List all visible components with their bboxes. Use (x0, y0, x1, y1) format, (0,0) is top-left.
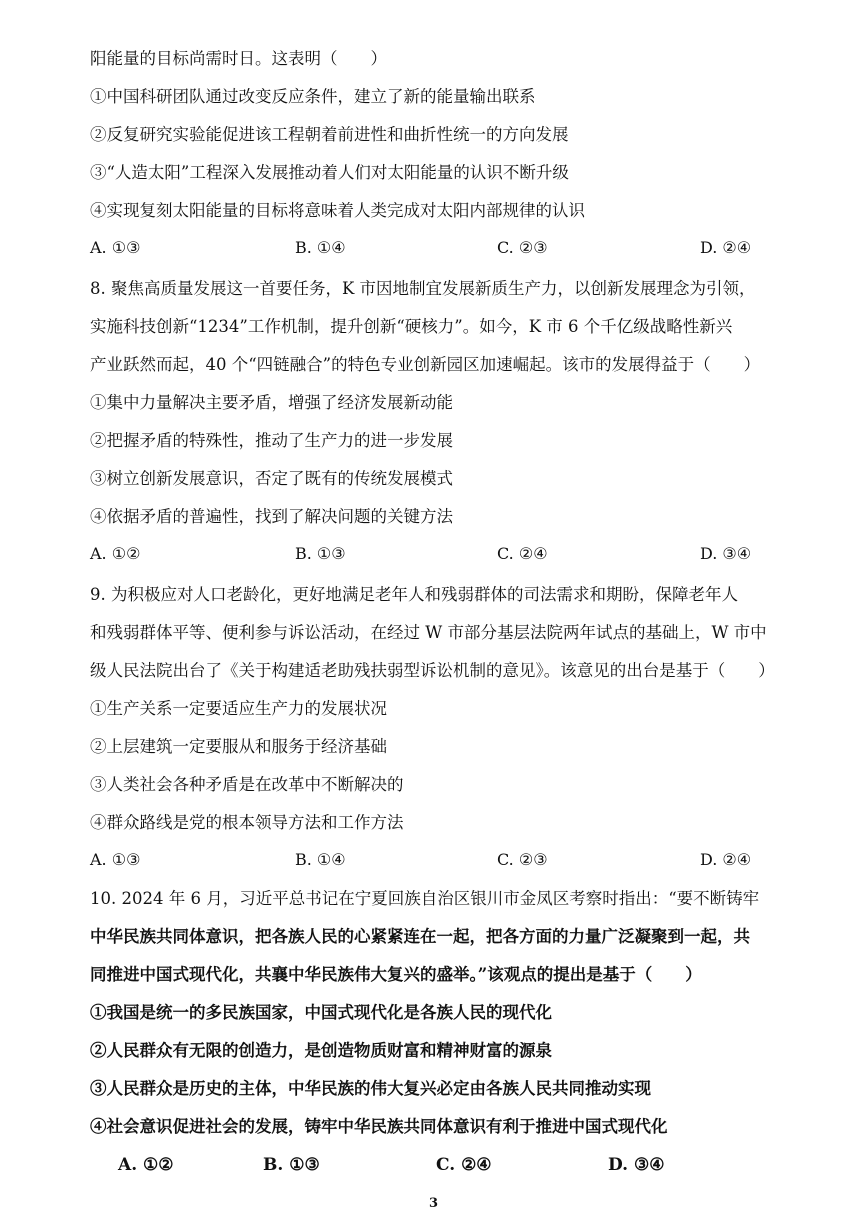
q9-stem-line-2: 和残弱群体平等、便利参与诉讼活动，在经过 W 市部分基层法院两年试点的基础上，W 市中 (90, 623, 767, 642)
q9-option-c: C. ②③ (497, 850, 548, 869)
q9-option-b: B. ①④ (295, 850, 346, 869)
q8-options (90, 544, 790, 568)
q9-item-2: ②上层建筑一定要服从和服务于经济基础 (90, 737, 387, 756)
q9-item-4: ④群众路线是党的根本领导方法和工作方法 (90, 813, 404, 832)
q10-item-1: ①我国是统一的多民族国家，中国式现代化是各族人民的现代化 (90, 1003, 552, 1022)
q7-option-c: C. ②③ (497, 238, 548, 257)
q8-item-1: ①集中力量解决主要矛盾，增强了经济发展新动能 (90, 393, 453, 412)
q8-stem-line-3: 产业跃然而起，40 个“四链融合”的特色专业创新园区加速崛起。该市的发展得益于（ ） (90, 355, 761, 374)
q10-options (118, 1155, 818, 1179)
q7-stem-line: 阳能量的目标尚需时日。这表明（ ） (90, 49, 387, 68)
q7-item-1: ①中国科研团队通过改变反应条件，建立了新的能量输出联系 (90, 87, 536, 106)
q8-stem-line-1: 8. 聚焦高质量发展这一首要任务，K 市因地制宜发展新质生产力，以创新发展理念为引领， (90, 279, 756, 298)
q7-option-d: D. ②④ (700, 238, 752, 257)
q9-stem-line-1: 9. 为积极应对人口老龄化，更好地满足老年人和残弱群体的司法需求和期盼，保障老年人 (90, 585, 738, 604)
q9-item-1: ①生产关系一定要适应生产力的发展状况 (90, 699, 387, 718)
q10-item-2: ②人民群众有无限的创造力，是创造物质财富和精神财富的源泉 (90, 1041, 552, 1060)
q10-option-d: D. ③④ (608, 1155, 665, 1175)
q9-option-d: D. ②④ (700, 850, 752, 869)
q10-option-c: C. ②④ (436, 1155, 492, 1175)
q7-options (90, 238, 790, 262)
q8-option-b: B. ①③ (295, 544, 346, 563)
q10-stem-line-3: 同推进中国式现代化，共襄中华民族伟大复兴的盛举。”该观点的提出是基于（ ） (90, 965, 702, 984)
q10-stem-line-1: 10. 2024 年 6 月，习近平总书记在宁夏回族自治区银川市金凤区考察时指出：“要不断铸牢 (90, 889, 760, 908)
q7-item-2: ②反复研究实验能促进该工程朝着前进性和曲折性统一的方向发展 (90, 125, 569, 144)
q8-item-2: ②把握矛盾的特殊性，推动了生产力的进一步发展 (90, 431, 453, 450)
q9-item-3: ③人类社会各种矛盾是在改革中不断解决的 (90, 775, 404, 794)
q10-option-b: B. ①③ (263, 1155, 320, 1175)
page-number: 3 (428, 1196, 439, 1211)
q10-item-4: ④社会意识促进社会的发展，铸牢中华民族共同体意识有利于推进中国式现代化 (90, 1117, 668, 1136)
q8-item-4: ④依据矛盾的普遍性，找到了解决问题的关键方法 (90, 507, 453, 526)
q8-option-c: C. ②④ (497, 544, 548, 563)
q9-stem-line-3: 级人民法院出台了《关于构建适老助残扶弱型诉讼机制的意见》。该意见的出台是基于（ ） (90, 661, 775, 680)
q8-option-a: A. ①② (90, 544, 141, 563)
q10-item-3: ③人民群众是历史的主体，中华民族的伟大复兴必定由各族人民共同推动实现 (90, 1079, 651, 1098)
q9-options (90, 850, 790, 874)
q10-option-a: A. ①② (118, 1155, 174, 1175)
q8-option-d: D. ③④ (700, 544, 752, 563)
q8-item-3: ③树立创新发展意识，否定了既有的传统发展模式 (90, 469, 453, 488)
q7-option-b: B. ①④ (295, 238, 346, 257)
q9-option-a: A. ①③ (90, 850, 141, 869)
q7-item-3: ③“人造太阳”工程深入发展推动着人们对太阳能量的认识不断升级 (90, 163, 569, 182)
q10-stem-line-2: 中华民族共同体意识，把各族人民的心紧紧连在一起，把各方面的力量广泛凝聚到一起，共 (90, 927, 750, 946)
q8-stem-line-2: 实施科技创新“1234”工作机制，提升创新“硬核力”。如今，K 市 6 个千亿级战略性新兴 (90, 317, 733, 336)
q7-item-4: ④实现复刻太阳能量的目标将意味着人类完成对太阳内部规律的认识 (90, 201, 585, 220)
q7-option-a: A. ①③ (90, 238, 141, 257)
